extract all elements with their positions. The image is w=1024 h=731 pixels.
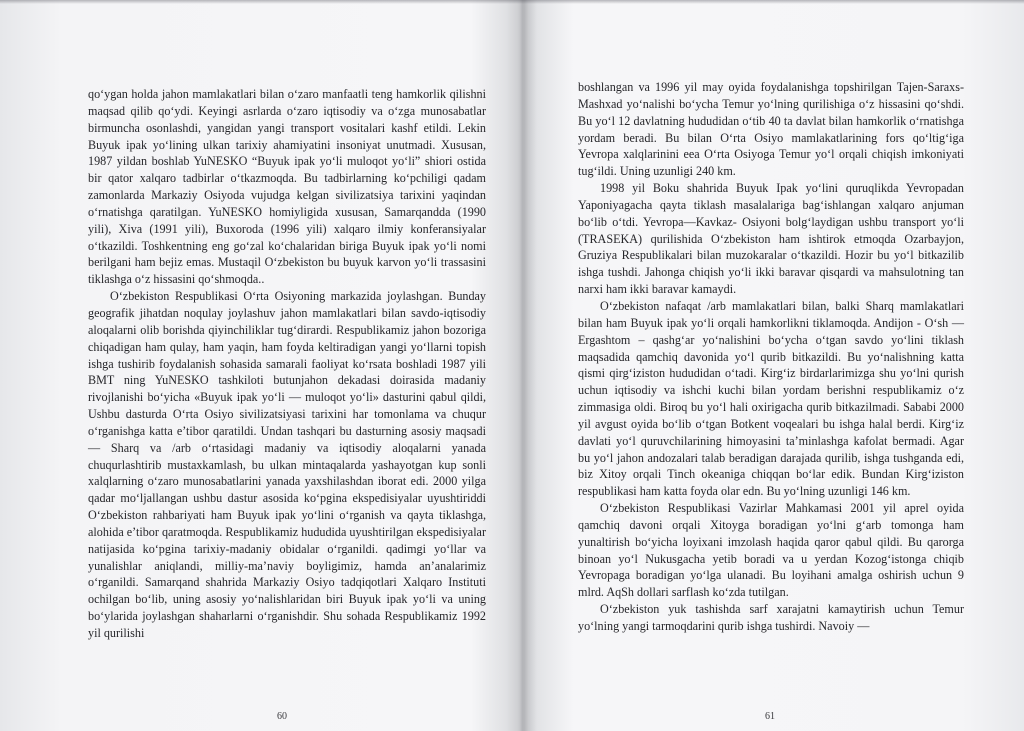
paragraph: boshlangan va 1996 yil may oyida foydalanishga topshirilgan Tajen-Saraxs-Mashxad yo‘nalishi bo‘ycha Temur yo‘lning qurilishiga o‘z hissasini qo‘shdi. Bu yo‘l 12 davlatning hududidan o‘tib 40 ta davlat bilan hamkorlik o‘rnatishga yordam beradi. Bu bilan O‘rta Osiyo mamlakatlarining fors qo‘ltig‘iga Yevropa xalqlarinini eea O‘rta Osiyoga Temur yo‘l orqali chiqish imkoniyati tug‘ildi. Uning uzunligi 240 km. <box>578 80 964 179</box>
page-number: 61 <box>765 711 775 722</box>
right-page <box>518 0 1024 731</box>
right-page-text <box>578 79 964 635</box>
paragraph: O‘zbekiston nafaqat /arb mamlakatlari bilan, balki Sharq mamlakatlari bilan ham Buyuk ipak yo‘li orqali hamkorlikni tiklamoqda. Andijon - O‘sh — Ergashtom – qashg‘ar yo‘nalishini bo‘ycha o‘tgan savdo yo‘lini tiklash maqsadida qamchiq davonida yo‘l qurib bitkazildi. Bu yo‘nalishning katta qismi qirg‘iziston hududidan o‘tadi. Kirg‘iz birdarlarimizga shu yo‘lni qurish uchun iqtisodiy va ishchi kuchi bilan yordam berishni respublikamiz o‘z zimmasiga oldi. Biroq bu yo‘l hali oxirigacha qurib bitkazilmadi. Sababi 2000 yil avgust oyida bo‘lib o‘tgan Botkent voqealari bu ishga halal berdi. Kirg‘iz davlati yo‘l quruvchilarining himoyasini ta’minlashga kafolat bermadi. Agar bu yo‘l jahon andozalari talab beradigan darajada qurilib, ishga tushganda edi, biz Xitoy orqali Tinch okeaniga chiqqan bo‘lar edik. Bundan Kirg‘iziston respublikasi ham katta foyda olar edn. Bu yo‘lning uzunligi 146 km. <box>578 298 964 499</box>
page-top-edge <box>0 0 1024 4</box>
paragraph: O‘zbekiston Respublikasi O‘rta Osiyoning markazida joylashgan. Bunday geografik jihatdan noqulay joylashuv jahon mamlakatlari bilan savdo-iqtisodiy aloqalarni olib borishda qiyinchiliklar tug‘dirardi. Respublikamiz jahon bozoriga chiqadigan ham qulay, ham yaqin, ham foyda keltiradigan yangi yo‘llarni topish ishga tushirib foydalanish sohasida samarali faoliyat ko‘rsata boshladi 1987 yili BMT ning YuNESKO tashkiloti butunjahon dekadasi doirasida madaniy rivojlanishi bo‘yicha «Buyuk ipak yo‘li — muloqot yo‘li» dasturini qabul qildi, Ushbu dasturda O‘rta Osiyo sivilizatsiyasi tarixini har tomonlama va chuqur o‘rganishga katta e’tibor qaratildi. Undan tashqari bu dasturning asosiy maqsadi — Sharq va /arb o‘rtasidagi madaniy va iqtisodiy aloqalarni yanada chuqurlashtirib mustaxkamlash, bu ulkan mintaqalarda yashayotgan kup sonli xalqlarning o‘zaro munosabatlarini yanada yaxshilashdan iborat edi. 2000 yilga qadar mo‘ljallangan ushbu dastur asosida ko‘pgina ekspedisiyalar uyushtiriddi O‘zbekiston rahbariyati ham Buyuk ipak yo‘lini o‘rganish va qayta tiklashga, alohida e’tibor qaratmoqda. Respublikamiz hududida uyushtirilgan ekspedisiyalar natijasida ko‘pgina tarixiy-madaniy obidalar o‘rganildi. qadimgi yo‘llar va yunalishlar aniqlandi, milliy-ma’naviy boyligimiz, hamda an’analarimiz o‘rganildi. Samarqand shahrida Markaziy Osiyo tadqiqotlari Xalqaro Instituti ochilgan bo‘lib, uning asosiy yo‘nalishlaridan biri Buyuk ipak yo‘li va uning bo‘ylarida joylashgan shaharlarni o‘rganishdir. Shu sohada Respublikamiz 1992 yil qurilishi <box>88 289 486 640</box>
left-page-text <box>88 86 486 642</box>
paragraph: qo‘ygan holda jahon mamlakatlari bilan o‘zaro manfaatli teng hamkorlik qilishni maqsad qilib qo‘ydi. Keyingi asrlarda o‘zaro iqtisodiy va o‘zga munosabatlar birmuncha osonlashdi, yangidan yangi transport vositalari kashf etildi. Lekin Buyuk ipak yo‘lining ulkan tarixiy ahamiyatini insoniyat unutmadi. Xususan, 1987 yildan boshlab YuNESKO “Buyuk ipak yo‘li muloqot yo‘li” shiori ostida bir qator xalqaro tadbirlar o‘tkazmoqda. Bu tadbirlarning ko‘pchiligi qadam zamonlarda Markaziy Osiyoda vujudga kelgan sivilizatsiya tarixini yaqindan o‘rnatishga qaratilgan. YuNESKO homiyligida xususan, Samarqandda (1990 yili), Xiva (1991 yili), Buxoroda (1996 yili) xalqaro ilmiy konferansiyalar o‘tkazildi. Toshkentning eng go‘zal ko‘chalaridan biriga Buyuk ipak yo‘li nomi berilgani ham bejiz emas. Mustaqil O‘zbekiston bu buyuk karvon yo‘li trassasini tiklashga o‘z hissasini qo‘shmoqda.. <box>88 87 486 287</box>
page-number: 60 <box>277 711 287 722</box>
paragraph: 1998 yil Boku shahrida Buyuk Ipak yo‘lini quruqlikda Yevropadan Yaponiyagacha qayta tiklash masalalariga bag‘ishlangan xalqaro anjuman bo‘lib o‘tdi. Yevropa—Kavkaz- Osiyoni bolg‘laydigan ushbu transport yo‘li (TRASEKA) qurilishida O‘zbekiston ham ishtirok etmoqda Ozarbayjon, Gruziya Respublikalari bilan muzokaralar o‘tkazildi. Hozir bu yo‘l bitkazilib ishga tushdi. Jahonga chiqish yo‘li ikki baravar qisqardi va mahsulotning tan narxi ham ikki baravar kamaydi. <box>578 181 964 297</box>
book-gutter <box>506 0 536 731</box>
paragraph: O‘zbekiston Respublikasi Vazirlar Mahkamasi 2001 yil aprel oyida qamchiq davoni orqali Xitoyga boradigan yo‘lni g‘arb tomonga ham yunaltirish bo‘yicha loyixani imzolash haqida qaror qabul qildi. Bu qarorga binoan yo‘l Nukusgacha yetib boradi va u yerdan Kozog‘istonga chiqib Yevropaga boradigan yo‘lga ulanadi. Bu loyihani amalga oshirish uchun 9 mlrd. AqSh dollari sarflash ko‘zda tutilgan. <box>578 501 964 600</box>
paragraph: O‘zbekiston yuk tashishda sarf xarajatni kamaytirish uchun Temur yo‘lning yangi tarmoqdarini qurib ishga tushirdi. Navoiy — <box>578 602 964 633</box>
